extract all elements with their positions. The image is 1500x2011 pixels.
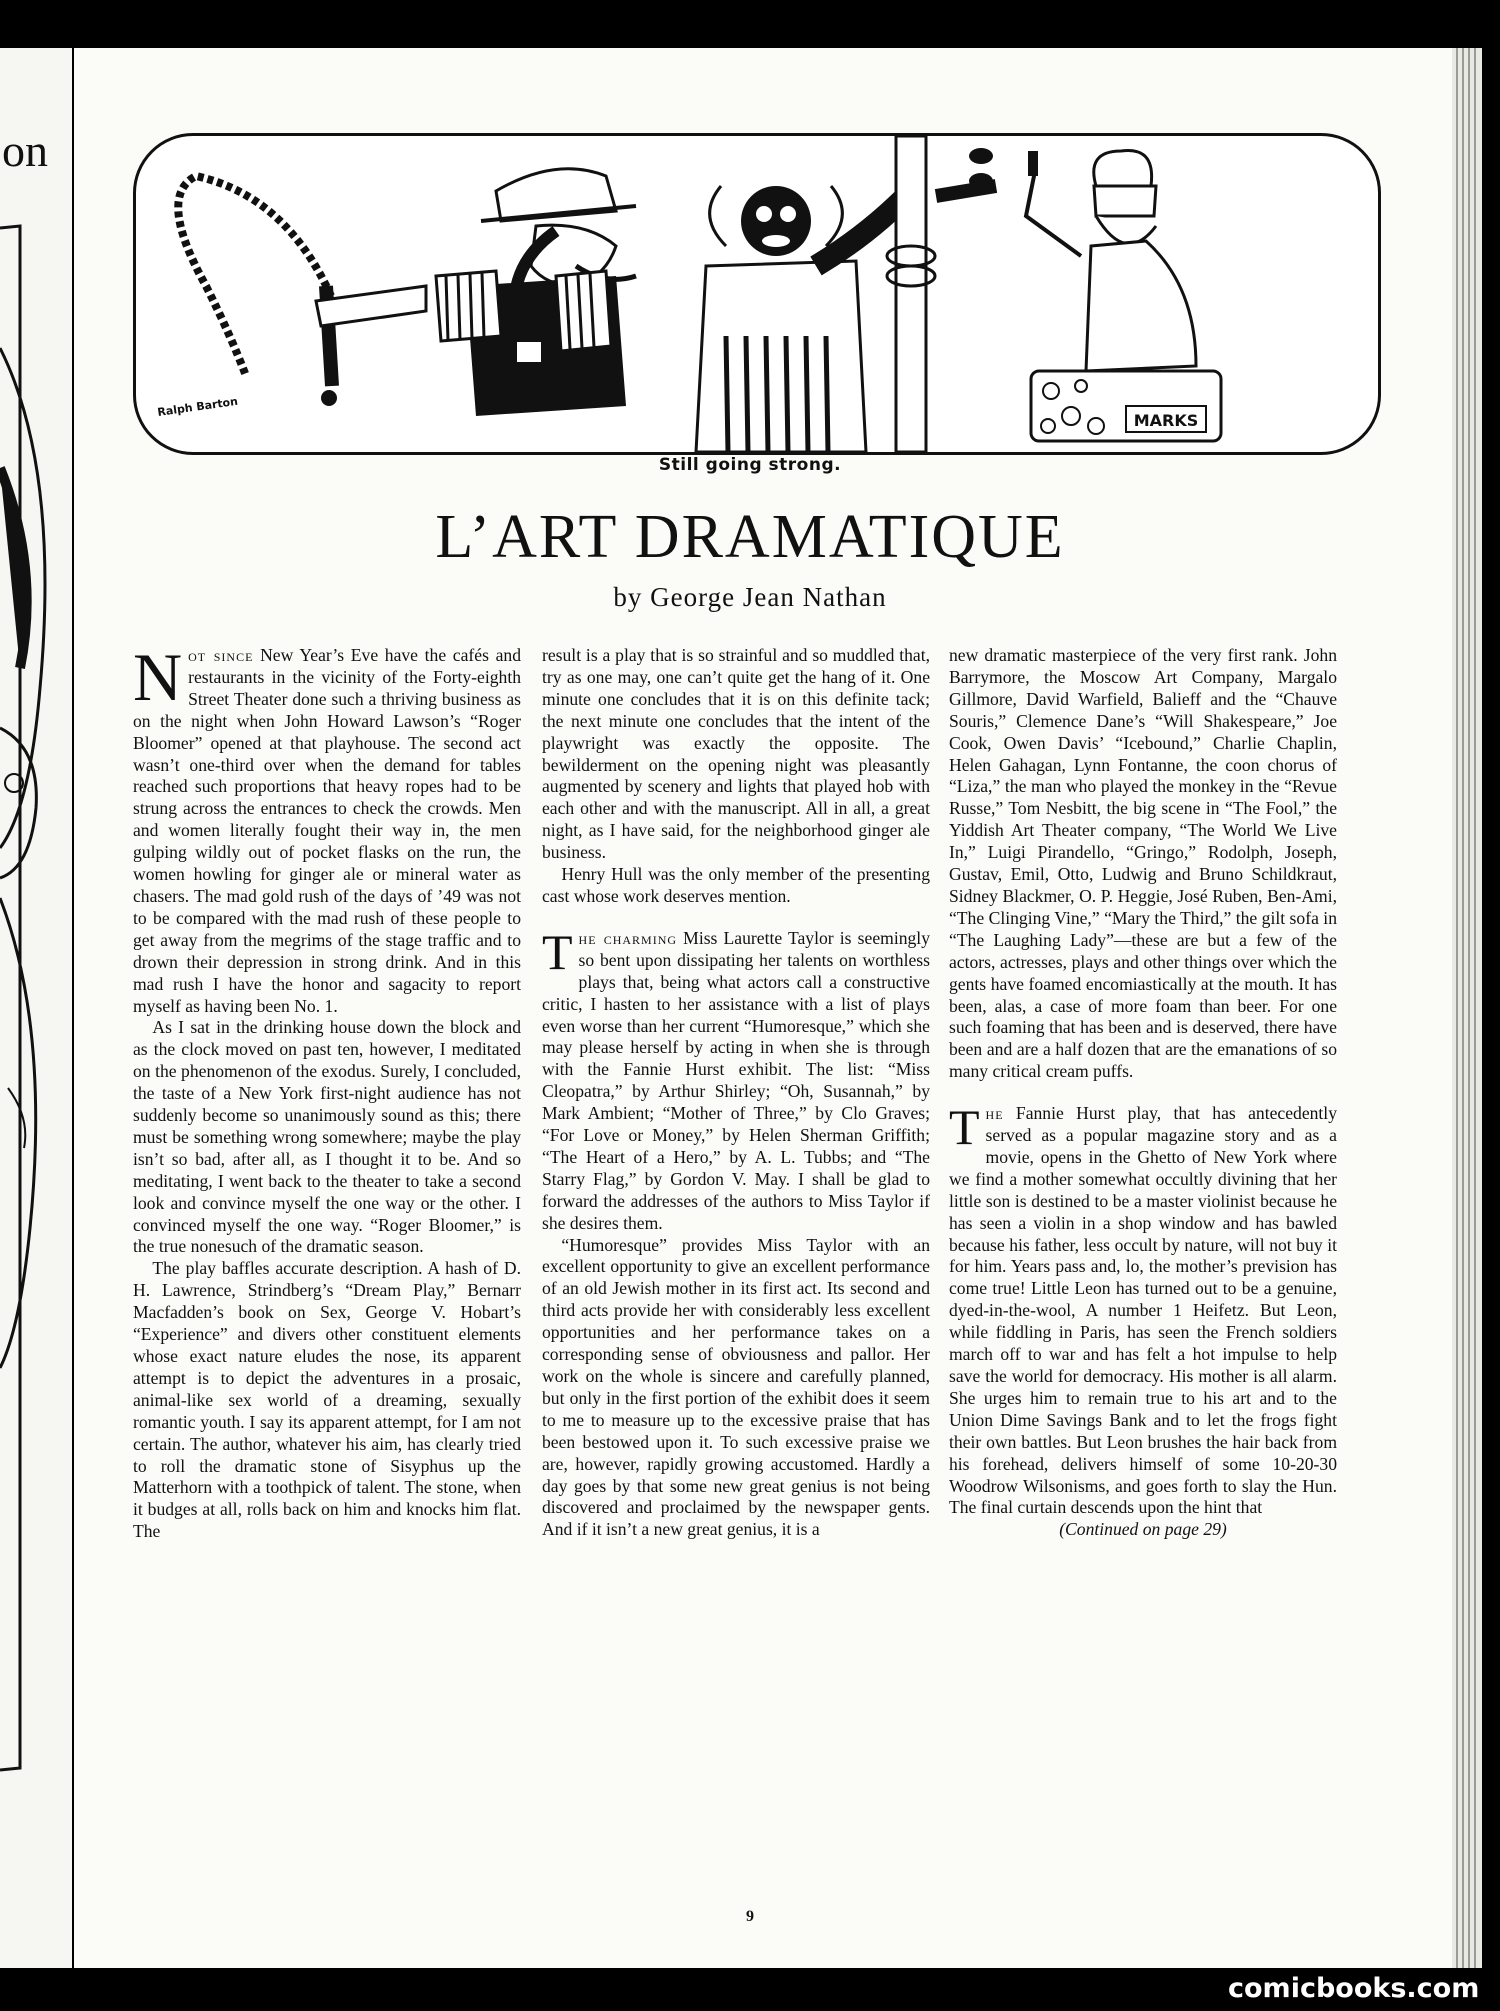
paragraph: result is a play that is so strainful and so muddled that, try as one may, one can’t quite get the hang of it. One minute one concludes that it is on this definite tack; the next minute one concludes that the intent of the playwright was exactly the opposite. The bewilderment on the opening night was pleasantly augmented by scenery and lights that played hob with each other and with the manuscript. All in all, a great night, as I have said, for the neighborhood ginger ale business. [542,645,930,863]
artist-signature: Ralph Barton [156,394,239,419]
paragraph: Not since New Year’s Eve have the cafés and restaurants in the vicinity of the Forty-eighth Street Theater done such a thriving business as on the night when John Howard Lawson’s “Roger Bloomer” opened at that playhouse. The second act wasn’t one-third over when the demand for tables reached such proportions that heavy ropes had to be strung across the entrances to check the crowds. Men and women literally fought their way in, the men gulping wildly out of pocket flasks on the run, the women howling for ginger ale or mineral water as chasers. The mad gold rush of the days of ’49 was not to be compared with the mad rush of these people to get away from the megrims of the stage traffic and to drown their depression in strong drink. And in this mad rush I have the honor and sagacity to report myself as having been No. 1. [133,639,521,1016]
paragraph: new dramatic masterpiece of the very first rank. John Barrymore, the Moscow Art Company, Margalo Gillmore, David Warfield, Balieff and the “Chauve Souris,” Clemence Dane’s “Will Shakespeare,” Joe Cook, Owen Davis’ “Icebound,” Charlie Chaplin, Helen Gahagan, Lynn Fontanne, the coon chorus of “Liza,” the man who played the monkey in the “Revue Russe,” Tom Nesbitt, the big scene in “The Fool,” the Yiddish Art Theater company, “The World We Live In,” Luigi Pirandello, “Gringo,” Rodolph, Joseph, Gustav, Emil, Otto, Ludwig and Bruno Schildkraut, Sidney Blackmer, O. P. Heggie, José Ruben, Ben-Ami, “The Clinging Vine,” “Mary the Third,” the gilt sofa in “The Laughing Lady”—these are but a few of the actors, actresses, plays and other things over which the gents have foamed encomiastically at the mouth. It has been, alas, a case of more foam than beer. For one such foaming that has been and is deserved, there have been and are a half dozen that are the emanations of so many critical cream puffs. [949,645,1337,1082]
cartoon-illustration [133,133,1381,455]
whip-icon [178,176,331,376]
article-title: L’ART DRAMATIQUE [435,503,1065,571]
text-column-3 [949,645,1337,1541]
page-stack-edge [1452,48,1482,1968]
paragraph: The play baffles accurate description. A hash of D. H. Lawrence, Strindberg’s “Dream Play,” Bernarr Macfadden’s book on Sex, George V. Hobart’s “Experience” and divers other constituent elements whose exact nature eludes the nose, its apparent attempt is to depict the adventures in a prosaic, animal-like sex world of a dreaming, sexually romantic youth. I say its apparent attempt, for I am not certain. The author, whatever his aim, has clearly tried to roll the dramatic stone of Sisyphus up the Matterhorn with a toothpick of talent. The stone, when it budges at all, rolls back on him and knocks him flat. The [133,1258,521,1542]
text-column-2 [542,645,930,1541]
facing-page-illustration [0,48,72,1968]
continued-note: (Continued on page 29) [1059,1519,1227,1540]
watermark: comicbooks.com [1228,1973,1480,2004]
drop-cap: N [133,639,183,715]
facing-page-fragment [0,48,72,1968]
scan-border-top [0,0,1500,48]
text-column-1 [133,639,521,1543]
paragraph: As I sat in the drinking house down the block and as the clock moved on past ten, however, I meditated on the phenomenon of the exodus. Surely, I concluded, the taste of a New York first-night audience has not suddenly become so unanimously sound as this; there must be something wrong somewhere; maybe the play isn’t so bad, after all, as I thought it to be. And so meditating, I went back to the theater to take a second look and convince myself the one way or the other. I convinced myself the one way. “Roger Bloomer,” is the true nonesuch of the dramatic season. [133,1017,521,1257]
facing-page-text: on [2,125,48,176]
drop-cap: T [542,923,573,980]
paragraph: The Fannie Hurst play, that has antecedently served as a popular magazine story and as a movie, opens in the Ghetto of New York where we find a mother somewhat occultly divining that her little son is destined to be a master violinist because he has seen a violin in a shop window and has bawled because his father, less occult by nature, will not buy it for him. Years pass and, lo, the mother’s prevision has come true! Little Leon has turned out to be a genuine, dyed-in-the-wool, A number 1 Heifetz. But Leon, while fiddling in Paris, has seen the French soldiers march off to war and has felt a hot impulse to help save the world for democracy. His mother is all alarm. She urges him to remain true to his art and to the Union Dime Savings Bank and to let the frogs fight their own battles. But Leon brushes the hair back from his forehead, delivers himself of some 10-20-30 Woodrow Wilsonisms, and goes forth to slay the Hun. The final curtain descends upon the hint that [949,1099,1337,1518]
page-number: 9 [746,1908,754,1925]
suitcase-label: MARKS [1133,411,1199,430]
article-byline: by George Jean Nathan [613,582,887,612]
paragraph: The charming Miss Laurette Taylor is seemingly so bent upon dissipating her talents on worthless plays that, being what actors call a constructive critic, I hasten to her assistance with a list of plays even worse than her current “Humoresque,” which she may please herself by acting in when she is through with the Fannie Hurst exhibit. The list: “Miss Cleopatra,” by Arthur Shirley; “Oh, Susannah,” by Mark Ambient; “Mother of Three,” by Clo Graves; “For Love or Money,” by Helen Sherman Griffith; “The Heart of a Hero,” by A. L. Tubbs; and “The Starry Flag,” by Gordon V. May. I shall be glad to forward the addresses of the authors to Miss Taylor if she desires them. [542,923,930,1233]
paragraph: Henry Hull was the only member of the presenting cast whose work deserves mention. [542,864,930,906]
drop-cap: T [949,1099,980,1156]
illustration-caption: Still going strong. [658,455,842,475]
paragraph: “Humoresque” provides Miss Taylor with an excellent opportunity to give an excellent performance of an old Jewish mother in its first act. Its second and third acts provide her with considerably less excellent opportunities and her performance takes on a corresponding sense of obviousness and pallor. Her work on the whole is sincere and carefully planned, but only in the first portion of the exhibit does it seem to me to measure up to the excessive praise that has been bestowed upon it. To such excessive praise we are, however, rapidly growing accustomed. Hardly a day goes by that some new great genius is not being discovered and proclaimed by the newspaper gents. And if it isn’t a new great genius, it is a [542,1234,930,1540]
